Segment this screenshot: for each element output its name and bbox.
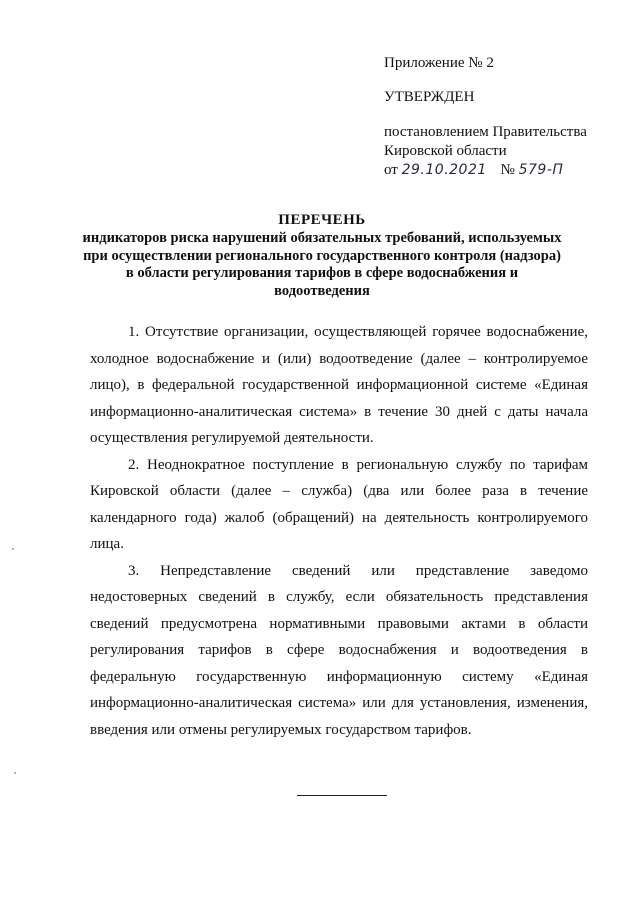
document-title-block [80, 210, 564, 300]
handwritten-date: 29.10.2021 [401, 162, 487, 178]
decree-line-2: Кировской области [384, 143, 507, 159]
document-title: ПЕРЕЧЕНЬ [278, 212, 366, 228]
appendix-label: Приложение № 2 [384, 55, 494, 71]
number-prefix: № [500, 162, 515, 178]
date-prefix: от [384, 162, 398, 178]
scan-speck [12, 548, 14, 550]
document-body [90, 319, 588, 743]
decree-block [384, 123, 614, 180]
decree-line-1: постановлением Правительства [384, 124, 587, 140]
list-item: 2. Неоднократное поступление в региональную службу по тарифам Кировской области (далее – служба) (два или более раза в течение календарного года) жалоб (обращений) на деятельность контролируемого лица. [90, 456, 588, 552]
document-subtitle: индикаторов риска нарушений обязательных требований, используемых при осуществлении регионального государственного контроля (надзора) в области регулирования тарифов в сфере водоснабжения и водоотведения [82, 230, 562, 299]
list-item: 3. Непредставление сведений или представление заведомо недостоверных сведений в службу, если обязательность представления сведений предусмотрена нормативными правовыми актами в области регулирования тарифов в сфере водоснабжения и водоотведения в федеральную государственную информационную систему «Единая информационно-аналитическая система» или для установления, изменения, введения или отмены регулируемых государством тарифов. [90, 562, 588, 738]
handwritten-number: 579-П [518, 162, 564, 178]
list-item: 1. Отсутствие организации, осуществляющей горячее водоснабжение, холодное водоснабжение и (или) водоотведение (далее – контролируемое лицо), в федеральной государственной информационной системе «Единая информационно-аналитическая система» в течение 30 дней с даты начала осуществления регулируемой деятельности. [90, 324, 588, 446]
scan-speck [14, 772, 16, 774]
decree-date-number-line [384, 161, 614, 180]
approved-label: УТВЕРЖДЕН [384, 89, 475, 105]
end-divider [297, 795, 387, 796]
